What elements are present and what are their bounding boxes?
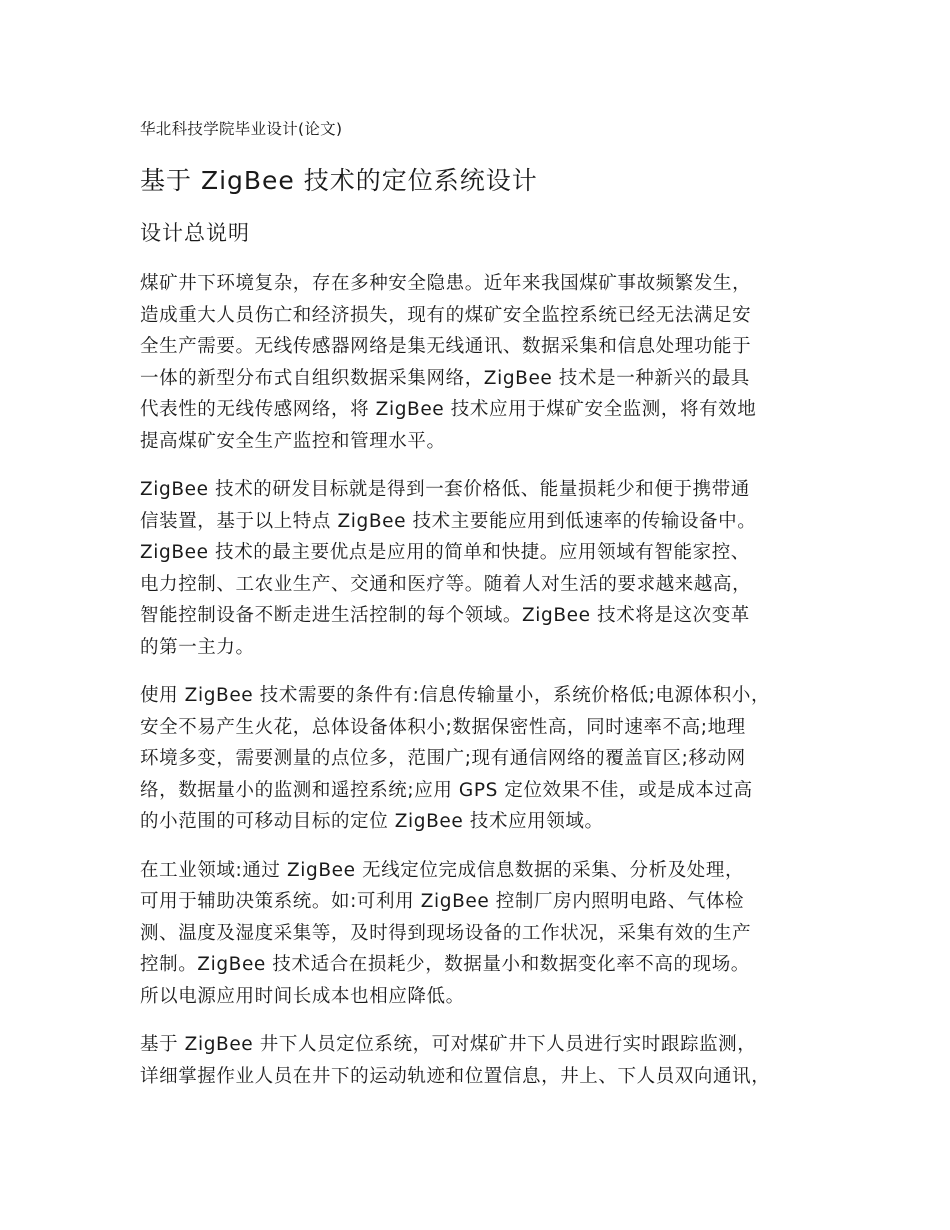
- paragraph-1: 煤矿井下环境复杂，存在多种安全隐患。近年来我国煤矿事故频繁发生， 造成重大人员伤亡和经济损失，现有的煤矿安全监控系统已经无法满足安 全生产需要。无线传感器网络是集无线通讯、数据采集和信息处理功能于 一体的新型分布式自组织数据采集网络，ZigBee 技术是一种新兴的最具 代表性的无线传感网络，将 ZigBee 技术应用于煤矿安全监测，将有效地 提高煤矿安全生产监控和管理水平。: [140, 273, 757, 452]
- section-title: 设计总说明: [140, 221, 250, 245]
- document-page: [140, 118, 830, 1109]
- paragraph-3: 使用 ZigBee 技术需要的条件有:信息传输量小，系统价格低;电源体积小， 安全不易产生火花，总体设备体积小;数据保密性高，同时速率不高;地理 环境多变，需要测量的点位多，范围广;现有通信网络的覆盖盲区;移动网 络，数据量小的监测和遥控系统;应用 GPS 定位效果不佳，或是成本过高 的小范围的可移动目标的定位 ZigBee 技术应用领域。: [140, 685, 771, 832]
- document-header: 华北科技学院毕业设计(论文): [140, 120, 343, 138]
- paragraph-4: 在工业领域:通过 ZigBee 无线定位完成信息数据的采集、分析及处理， 可用于辅助决策系统。如:可利用 ZigBee 控制厂房内照明电路、气体检 测、温度及湿度采集等，及时得到现场设备的工作状况，采集有效的生产 控制。ZigBee 技术适合在损耗少，数据量小和数据变化率不高的现场。 所以电源应用时间长成本也相应降低。: [140, 859, 752, 1007]
- paragraph-5: 基于 ZigBee 井下人员定位系统，可对煤矿井下人员进行实时跟踪监测， 详细掌握作业人员在井下的运动轨迹和位置信息，井上、下人员双向通讯，: [140, 1034, 771, 1087]
- document-title: 基于 ZigBee 技术的定位系统设计: [140, 166, 538, 195]
- paragraph-2: ZigBee 技术的研发目标就是得到一套价格低、能量损耗少和便于携带通 信装置，基于以上特点 ZigBee 技术主要能应用到低速率的传输设备中。 ZigBee 技术的最主要优点是应用的简单和快捷。应用领域有智能家控、 电力控制、工农业生产、交通和医疗等。随着人对生活的要求越来越高， 智能控制设备不断走进生活控制的每个领域。ZigBee 技术将是这次变革 的第一主力。: [140, 479, 757, 658]
